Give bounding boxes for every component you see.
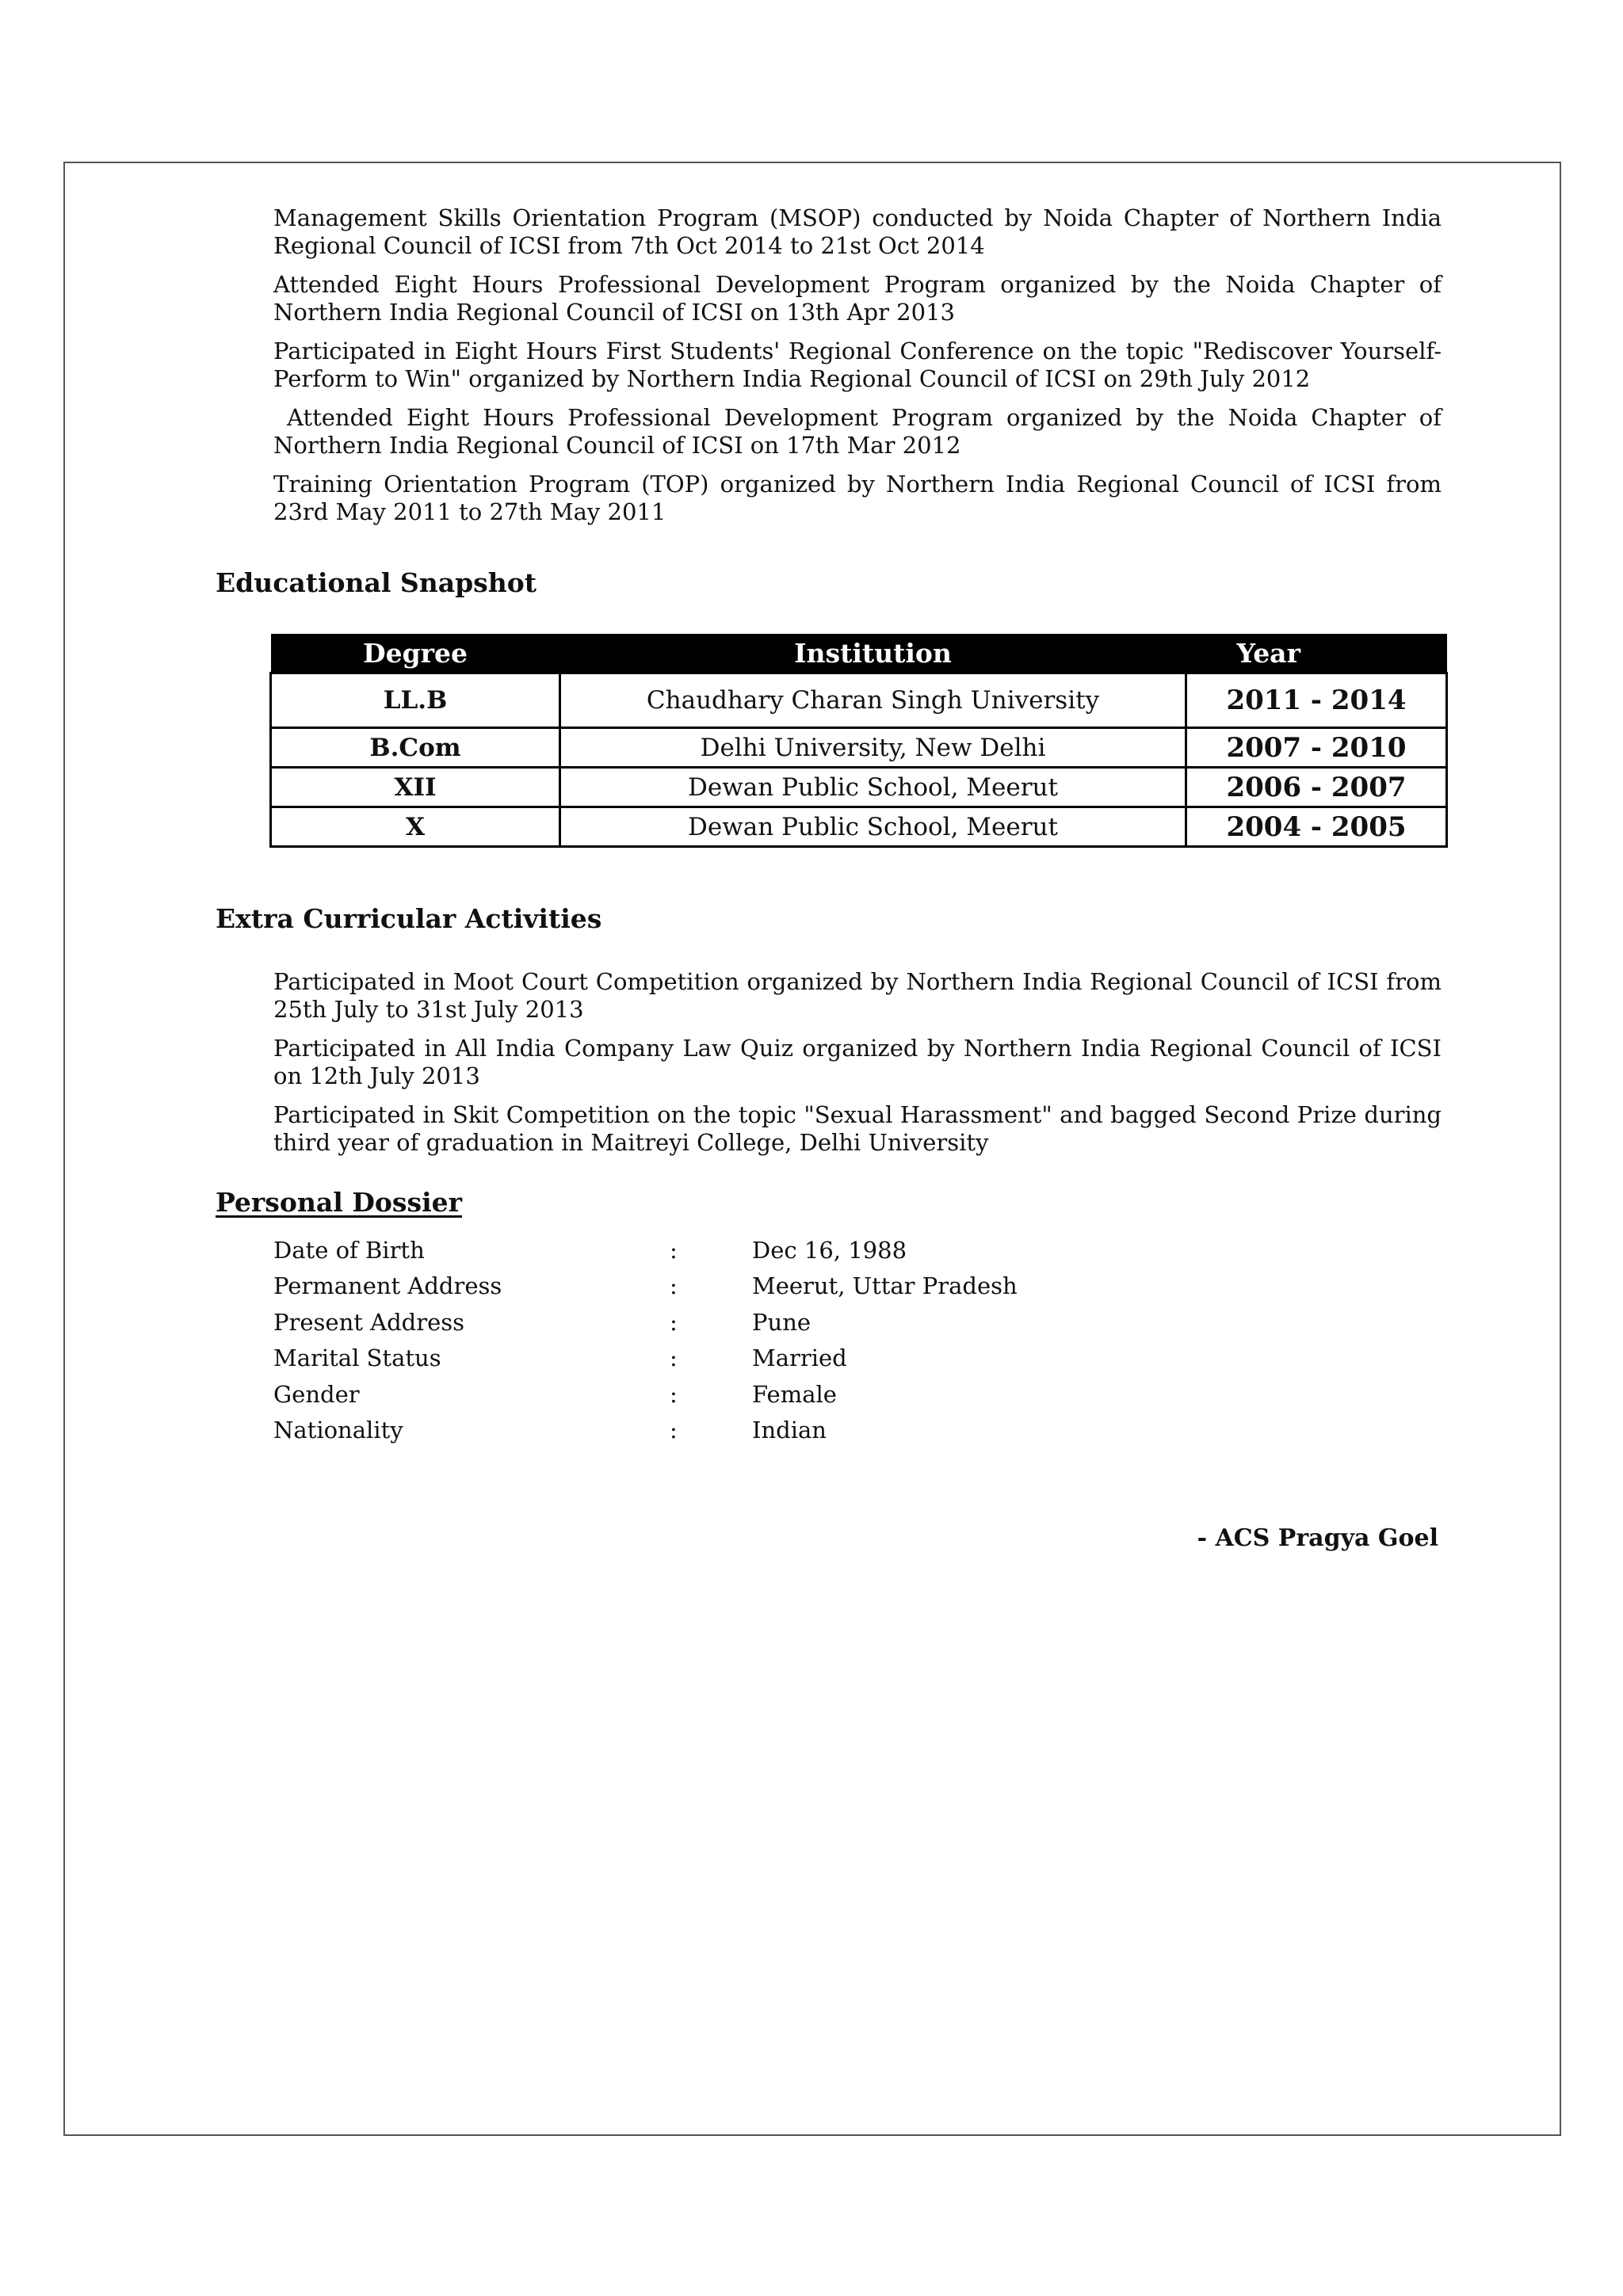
training-item: Attended Eight Hours Professional Development Program organized by the Noida Chapter of Northern India Regional Council of ICSI on 13th Apr 2013 — [273, 271, 1442, 326]
institution-cell: Chaudhary Charan Singh University — [560, 673, 1186, 728]
year-cell: 2004 - 2005 — [1186, 807, 1447, 847]
year-cell: 2011 - 2014 — [1186, 673, 1447, 728]
extracurricular-heading: Extra Curricular Activities — [216, 903, 602, 934]
training-item: Management Skills Orientation Program (MSOP) conducted by Noida Chapter of Northern India Regional Council of ICSI from 7th Oct 2014 to 21st Oct 2014 — [273, 204, 1442, 259]
detail-value: Indian — [752, 1416, 827, 1444]
training-item: Training Orientation Program (TOP) organized by Northern India Regional Council of ICSI from 23rd May 2011 to 27th May 2011 — [273, 471, 1442, 525]
table-row — [271, 807, 1447, 847]
personal-heading: Personal Dossier — [216, 1187, 463, 1218]
detail-value: Meerut, Uttar Pradesh — [752, 1272, 1018, 1300]
detail-label: Gender — [273, 1380, 360, 1408]
detail-label: Nationality — [273, 1416, 403, 1444]
degree-cell: B.Com — [271, 728, 560, 768]
detail-value: Female — [752, 1380, 837, 1408]
detail-separator: : — [670, 1344, 678, 1372]
degree-cell: X — [271, 807, 560, 847]
table-row — [271, 728, 1447, 768]
column-header-institution: Institution — [560, 634, 1186, 673]
year-cell: 2007 - 2010 — [1186, 728, 1447, 768]
education-table — [269, 634, 1448, 848]
signature: - ACS Pragya Goel — [1197, 1524, 1438, 1552]
detail-label: Present Address — [273, 1308, 464, 1336]
activity-item: Participated in Skit Competition on the topic "Sexual Harassment" and bagged Second Prize during third year of graduation in Maitreyi College, Delhi University — [273, 1101, 1442, 1156]
detail-separator: : — [670, 1416, 678, 1444]
activity-item: Participated in Moot Court Competition organized by Northern India Regional Council of ICSI from 25th July to 31st July 2013 — [273, 968, 1442, 1023]
detail-label: Date of Birth — [273, 1237, 425, 1264]
detail-separator: : — [670, 1272, 678, 1300]
activity-item: Participated in All India Company Law Quiz organized by Northern India Regional Council of ICSI on 12th July 2013 — [273, 1035, 1442, 1089]
detail-label: Permanent Address — [273, 1272, 502, 1300]
year-cell: 2006 - 2007 — [1186, 768, 1447, 807]
institution-cell: Delhi University, New Delhi — [560, 728, 1186, 768]
detail-value: Dec 16, 1988 — [752, 1237, 907, 1264]
institution-cell: Dewan Public School, Meerut — [560, 768, 1186, 807]
table-header-row — [271, 634, 1447, 673]
detail-separator: : — [670, 1237, 678, 1264]
degree-cell: XII — [271, 768, 560, 807]
detail-separator: : — [670, 1380, 678, 1408]
training-item: Attended Eight Hours Professional Development Program organized by the Noida Chapter of Northern India Regional Council of ICSI on 17th Mar 2012 — [273, 404, 1449, 459]
training-item: Participated in Eight Hours First Students' Regional Conference on the topic "Rediscover Yourself-Perform to Win" organized by Northern India Regional Council of ICSI on 29th July 2012 — [273, 338, 1442, 392]
extracurricular-list — [273, 968, 1442, 1168]
column-header-degree: Degree — [271, 634, 560, 673]
detail-label: Marital Status — [273, 1344, 441, 1372]
table-row — [271, 768, 1447, 807]
education-heading: Educational Snapshot — [216, 567, 537, 598]
detail-value: Married — [752, 1344, 847, 1372]
detail-value: Pune — [752, 1308, 812, 1336]
table-row — [271, 673, 1447, 728]
training-list — [273, 204, 1449, 537]
degree-cell: LL.B — [271, 673, 560, 728]
detail-separator: : — [670, 1308, 678, 1336]
institution-cell: Dewan Public School, Meerut — [560, 807, 1186, 847]
column-header-year: Year — [1186, 634, 1447, 673]
